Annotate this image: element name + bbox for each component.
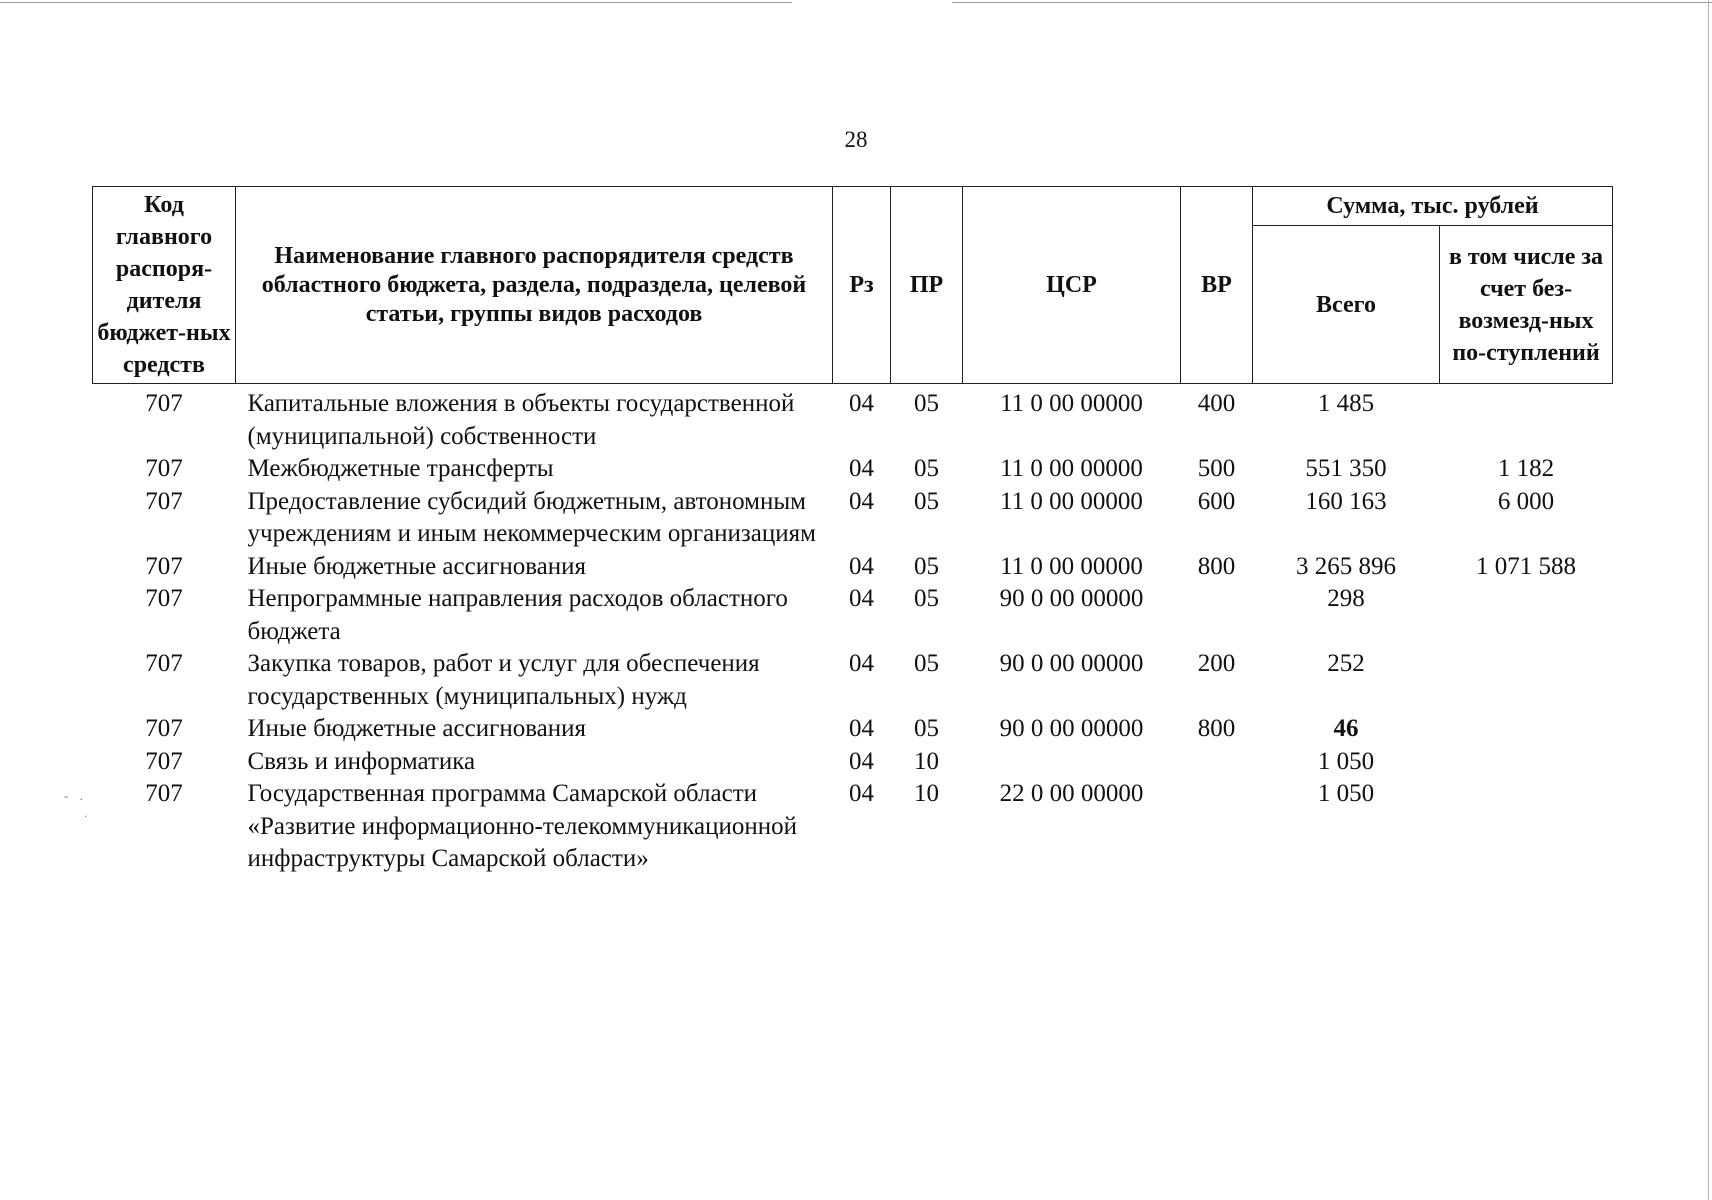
cell-vr: 400 bbox=[1197, 390, 1236, 417]
cell-rz: 04 bbox=[849, 715, 874, 742]
scan-margin-mark-2: . bbox=[84, 805, 88, 820]
cell-rz: 04 bbox=[849, 552, 874, 580]
cell-including: 1 071 588 bbox=[1476, 552, 1576, 580]
cell-pr: 05 bbox=[914, 487, 939, 515]
header-name: Наименование главного распорядителя средств областного бюджета, раздела, подраздела, целевой статьи, группы видов расходов bbox=[236, 187, 833, 384]
cell-including bbox=[1440, 778, 1613, 876]
cell-vr: 600 bbox=[1197, 487, 1236, 515]
cell-total: 298 bbox=[1327, 585, 1365, 612]
table-row bbox=[93, 648, 1613, 713]
cell-rz: 04 bbox=[849, 455, 874, 482]
cell-vr: 500 bbox=[1197, 455, 1236, 482]
cell-csr: 11 0 00 00000 bbox=[1000, 390, 1143, 417]
scan-edge-line-right bbox=[952, 2, 1712, 3]
cell-name: Капитальные вложения в объекты государственной (муниципальной) собственности bbox=[247, 390, 795, 450]
cell-csr: 11 0 00 00000 bbox=[1000, 552, 1143, 580]
budget-table bbox=[92, 186, 1613, 876]
cell-code: 707 bbox=[145, 390, 183, 417]
header-total: Всего bbox=[1253, 226, 1440, 384]
cell-name: Государственная программа Самарской области «Развитие информационно-телекоммуникационной инфраструктуры Самарской области» bbox=[247, 780, 798, 872]
cell-pr: 05 bbox=[914, 390, 939, 417]
header-csr: ЦСР bbox=[963, 187, 1181, 384]
cell-total: 1 485 bbox=[1317, 390, 1375, 417]
cell-pr: 10 bbox=[914, 780, 939, 807]
cell-pr: 05 bbox=[914, 552, 939, 580]
cell-name: Иные бюджетные ассигнования bbox=[247, 715, 587, 742]
cell-csr: 11 0 00 00000 bbox=[1000, 487, 1143, 515]
cell-including bbox=[1440, 583, 1613, 648]
cell-rz: 04 bbox=[849, 747, 874, 775]
table-row bbox=[93, 486, 1613, 551]
cell-rz: 04 bbox=[849, 780, 874, 807]
header-code: Код главного распоря-дителя бюджет-ных средств bbox=[93, 187, 236, 384]
cell-total: 1 050 bbox=[1317, 747, 1375, 775]
cell-csr bbox=[963, 746, 1181, 779]
cell-code: 707 bbox=[145, 552, 183, 580]
cell-rz: 04 bbox=[849, 390, 874, 417]
header-including: в том числе за счет без-возмезд-ных по-ступлений bbox=[1440, 226, 1613, 384]
cell-total: 252 bbox=[1327, 650, 1365, 677]
cell-vr: 800 bbox=[1197, 552, 1236, 580]
cell-csr: 90 0 00 00000 bbox=[999, 585, 1144, 612]
cell-code: 707 bbox=[145, 487, 183, 515]
header-sum-group: Сумма, тыс. рублей bbox=[1253, 187, 1613, 226]
header-vr: ВР bbox=[1181, 187, 1253, 384]
cell-including: 6 000 bbox=[1497, 487, 1555, 515]
cell-pr: 10 bbox=[914, 747, 939, 775]
cell-vr bbox=[1181, 746, 1253, 779]
table-body bbox=[93, 384, 1613, 876]
cell-csr: 90 0 00 00000 bbox=[999, 715, 1144, 742]
cell-including bbox=[1440, 746, 1613, 779]
cell-total: 160 163 bbox=[1305, 487, 1387, 515]
cell-total: 3 265 896 bbox=[1296, 552, 1396, 580]
cell-pr: 05 bbox=[914, 715, 939, 742]
cell-total: 551 350 bbox=[1305, 455, 1387, 482]
table-row bbox=[93, 778, 1613, 876]
cell-code: 707 bbox=[145, 780, 183, 807]
cell-name: Связь и информатика bbox=[247, 747, 476, 775]
cell-code: 707 bbox=[145, 585, 183, 612]
cell-code: 707 bbox=[145, 650, 183, 677]
cell-csr: 22 0 00 00000 bbox=[999, 780, 1144, 807]
cell-vr bbox=[1181, 778, 1253, 876]
cell-vr: 800 bbox=[1197, 715, 1236, 742]
cell-rz: 04 bbox=[849, 585, 874, 612]
cell-vr: 200 bbox=[1197, 650, 1236, 677]
table-row bbox=[93, 746, 1613, 779]
cell-rz: 04 bbox=[849, 487, 874, 515]
cell-total: 46 bbox=[1333, 715, 1359, 742]
cell-pr: 05 bbox=[914, 650, 939, 677]
table-row bbox=[93, 384, 1613, 454]
cell-name: Иные бюджетные ассигнования bbox=[247, 552, 587, 580]
cell-including bbox=[1440, 384, 1613, 454]
cell-including bbox=[1440, 648, 1613, 713]
cell-code: 707 bbox=[145, 715, 183, 742]
scan-margin-mark: - . bbox=[64, 788, 87, 803]
cell-including bbox=[1440, 713, 1613, 746]
scan-edge-line-left bbox=[0, 2, 792, 3]
table-row bbox=[93, 453, 1613, 486]
cell-pr: 05 bbox=[914, 455, 939, 482]
table-header bbox=[93, 187, 1613, 384]
header-pr: ПР bbox=[891, 187, 963, 384]
cell-name: Закупка товаров, работ и услуг для обеспечения государственных (муниципальных) нужд bbox=[247, 650, 760, 710]
table-row bbox=[93, 713, 1613, 746]
cell-total: 1 050 bbox=[1317, 780, 1375, 807]
cell-vr bbox=[1181, 583, 1253, 648]
page-number: 28 bbox=[844, 127, 868, 152]
cell-code: 707 bbox=[145, 455, 183, 482]
header-rz: Рз bbox=[833, 187, 891, 384]
scan-edge-line-side bbox=[1708, 0, 1709, 1200]
table-row bbox=[93, 551, 1613, 584]
cell-name: Предоставление субсидий бюджетным, автономным учреждениям и иным некоммерческим организациям bbox=[247, 487, 816, 547]
cell-pr: 05 bbox=[914, 585, 939, 612]
cell-csr: 90 0 00 00000 bbox=[999, 650, 1144, 677]
cell-rz: 04 bbox=[849, 650, 874, 677]
cell-csr: 11 0 00 00000 bbox=[1000, 455, 1143, 482]
cell-name: Межбюджетные трансферты bbox=[247, 455, 554, 482]
cell-code: 707 bbox=[145, 747, 183, 775]
cell-name: Непрограммные направления расходов областного бюджета bbox=[247, 585, 788, 645]
table-row bbox=[93, 583, 1613, 648]
cell-including: 1 182 bbox=[1497, 455, 1555, 482]
